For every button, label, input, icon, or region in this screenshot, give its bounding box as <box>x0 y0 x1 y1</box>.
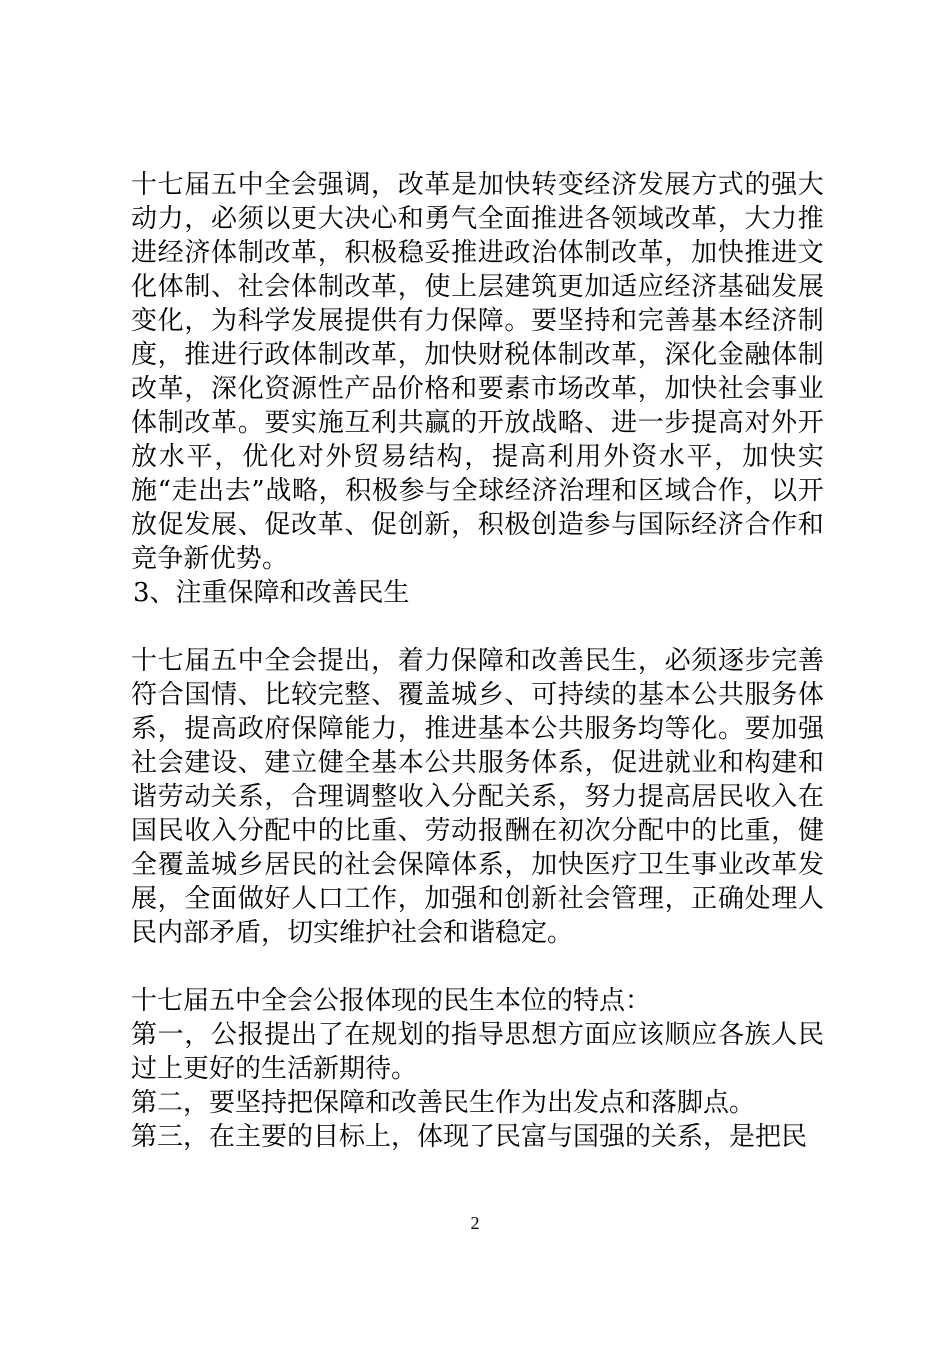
paragraph-feature-first: 第一，公报提出了在规划的指导思想方面应该顺应各族人民过上更好的生活新期待。 <box>131 1020 824 1084</box>
document-body <box>131 168 824 1154</box>
paragraph-livelihood: 十七届五中全会提出，着力保障和改善民生，必须逐步完善符合国情、比较完整、覆盖城乡、可持续的基本公共服务体系，提高政府保障能力，推进基本公共服务均等化。要加强社会建设、建立健全基本公共服务体系，促进就业和构建和谐劳动关系，合理调整收入分配关系，努力提高居民收入在国民收入分配中的比重、劳动报酬在初次分配中的比重，健全覆盖城乡居民的社会保障体系，加快医疗卫生事业改革发展，全面做好人口工作，加强和创新社会管理，正确处理人民内部矛盾，切实维护社会和谐稳定。 <box>131 646 824 948</box>
blank-line <box>131 950 824 984</box>
blank-line <box>131 610 824 644</box>
paragraph-feature-third: 第三，在主要的目标上，体现了民富与国强的关系，是把民 <box>131 1122 808 1152</box>
section-heading-livelihood: 3、注重保障和改善民生 <box>133 578 410 608</box>
paragraph-feature-second: 第二，要坚持把保障和改善民生作为出发点和落脚点。 <box>131 1088 756 1118</box>
paragraph-features-intro: 十七届五中全会公报体现的民生本位的特点： <box>131 986 652 1016</box>
page-number: 2 <box>470 1213 480 1233</box>
paragraph-reform: 十七届五中全会强调，改革是加快转变经济发展方式的强大动力，必须以更大决心和勇气全面推进各领域改革，大力推进经济体制改革，积极稳妥推进政治体制改革，加快推进文化体制、社会体制改革，使上层建筑更加适应经济基础发展变化，为科学发展提供有力保障。要坚持和完善基本经济制度，推进行政体制改革，加快财税体制改革，深化金融体制改革，深化资源性产品价格和要素市场改革，加快社会事业体制改革。要实施互利共赢的开放战略、进一步提高对外开放水平，优化对外贸易结构，提高利用外资水平，加快实施“走出去”战略，积极参与全球经济治理和区域合作，以开放促发展、促改革、促创新，积极创造参与国际经济合作和竞争新优势。 <box>131 170 824 574</box>
